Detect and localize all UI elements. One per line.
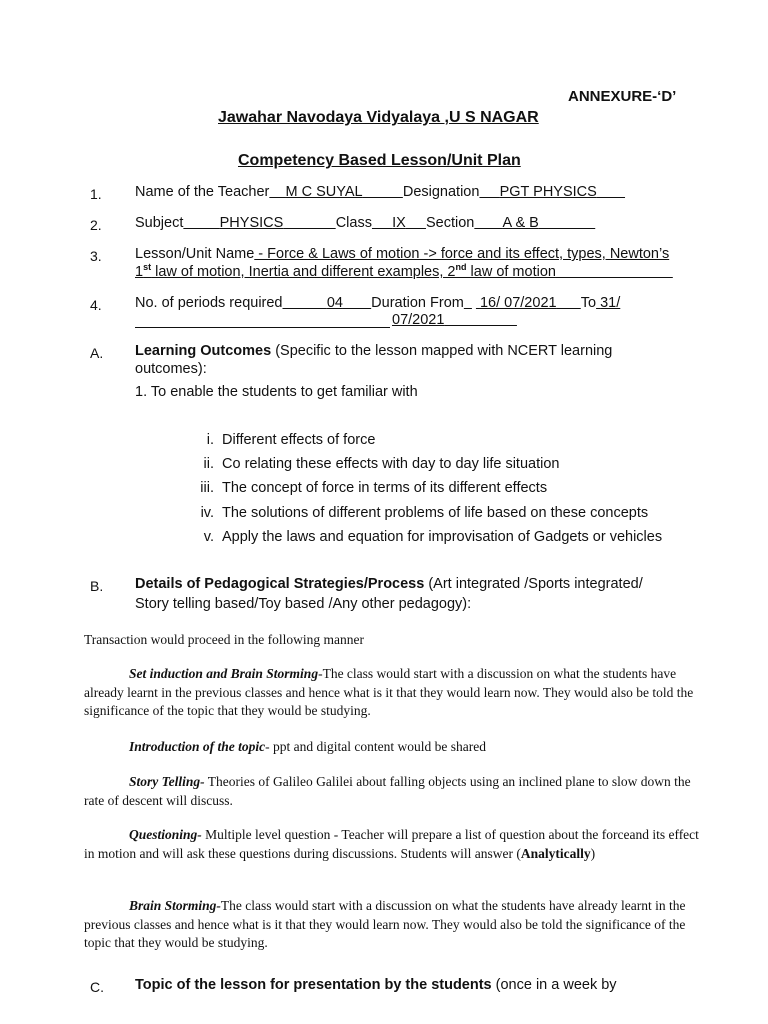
section-a-intro: 1. To enable the students to get familiar with: [135, 384, 418, 400]
school-name: Jawahar Navodaya Vidyalaya ,U S NAGAR: [218, 109, 539, 126]
section-c-heading: Topic of the lesson for presentation by the students: [135, 977, 492, 993]
lesson-name-line1: - Force & Laws of motion -> force and its effect, types, Newton’s: [254, 246, 670, 262]
periods-label: No. of periods required: [135, 295, 283, 311]
outcome-item: ii. Co relating these effects with day to day life situation: [203, 456, 560, 472]
outcome-item: i. Different effects of force: [206, 432, 376, 448]
paragraph-introduction: Introduction of the topic- ppt and digital content would be shared: [129, 739, 486, 754]
duration-underline: [135, 327, 390, 328]
lesson-name-line2: 1st law of motion, Inertia and different examples, 2nd law of motion: [135, 262, 556, 280]
lesson-row-line1: [135, 246, 669, 262]
duration-from: 16/ 07/2021: [479, 295, 557, 311]
section-b-note-line2: Story telling based/Toy based /Any other pedagogy):: [135, 596, 472, 612]
subject-row: [135, 215, 595, 231]
paragraph-story-telling: Story Telling- Theories of Galileo Galilei about falling objects using an inclined plane to slow down the rate of descent will discuss.: [84, 774, 691, 808]
section-label: Section: [425, 215, 475, 231]
item-number-4: 4.: [90, 297, 102, 313]
subject-value: PHYSICS: [219, 215, 284, 231]
section-a-note-line2: outcomes):: [135, 361, 207, 377]
document-title: Competency Based Lesson/Unit Plan: [238, 152, 521, 169]
outcome-item: v. Apply the laws and equation for improvisation of Gadgets or vehicles: [203, 529, 663, 545]
paragraph-set-induction: Set induction and Brain Storming-The class would start with a discussion on what the students have already learnt in the previous classes and hence what is it that they would learn now. They would also be told the significance of the topic that they would be studying.: [84, 666, 694, 718]
lesson-row-line2: [135, 264, 673, 280]
section-b-letter: B.: [90, 578, 104, 594]
section-c-heading-line: [135, 977, 617, 993]
periods-row: [135, 295, 620, 311]
outcome-item: iv. The solutions of different problems of life based on these concepts: [200, 505, 649, 521]
paragraph-questioning: Questioning- Multiple level question - Teacher will prepare a list of question about the forceand its effect in motion and will ask these questions during discussions. Students will answer (Analytically): [84, 827, 699, 861]
outcome-item: iii. The concept of force in terms of its different effects: [200, 480, 548, 496]
transaction-intro: Transaction would proceed in the following manner: [84, 632, 364, 647]
annexure-label: ANNEXURE-‘D’: [568, 88, 677, 105]
to-label: To: [580, 295, 597, 311]
section-c-note: (once in a week by: [491, 977, 617, 993]
section-c-letter: C.: [90, 979, 104, 995]
lesson-label: Lesson/Unit Name: [135, 246, 255, 262]
class-label: Class: [335, 215, 372, 231]
item-number-2: 2.: [90, 217, 102, 233]
designation-label: Designation: [402, 184, 480, 200]
subject-label: Subject: [135, 215, 184, 231]
section-value: A & B: [502, 215, 539, 231]
section-b-note: (Art integrated /Sports integrated/: [424, 576, 643, 592]
section-a-letter: A.: [90, 345, 104, 361]
paragraph-brain-storming: Brain Storming-The class would start with a discussion on what the students have already learnt in the previous classes and hence what is it that they would learn now. They would also be told the significance of the topic that they would be studying.: [84, 898, 686, 950]
section-b-heading-line1: [135, 576, 643, 592]
duration-to-part2: 07/2021: [392, 312, 445, 328]
duration-blank: [464, 295, 472, 311]
periods-value: 04: [326, 295, 343, 311]
section-a-heading: Learning Outcomes: [135, 343, 272, 359]
designation-value: PGT PHYSICS: [499, 184, 597, 200]
section-b-heading: Details of Pedagogical Strategies/Process: [135, 576, 425, 592]
duration-label: Duration From: [371, 295, 464, 311]
item-number-1: 1.: [90, 186, 102, 202]
class-value: IX: [392, 215, 406, 231]
teacher-label: Name of the Teacher: [135, 184, 270, 200]
section-a-note: (Specific to the lesson mapped with NCERT learning: [271, 343, 613, 359]
section-a-heading-line1: [135, 343, 612, 359]
item-number-3: 3.: [90, 248, 102, 264]
teacher-row: [135, 184, 625, 200]
teacher-value: M C SUYAL: [285, 184, 363, 200]
duration-to-part1: 31/: [600, 295, 621, 311]
